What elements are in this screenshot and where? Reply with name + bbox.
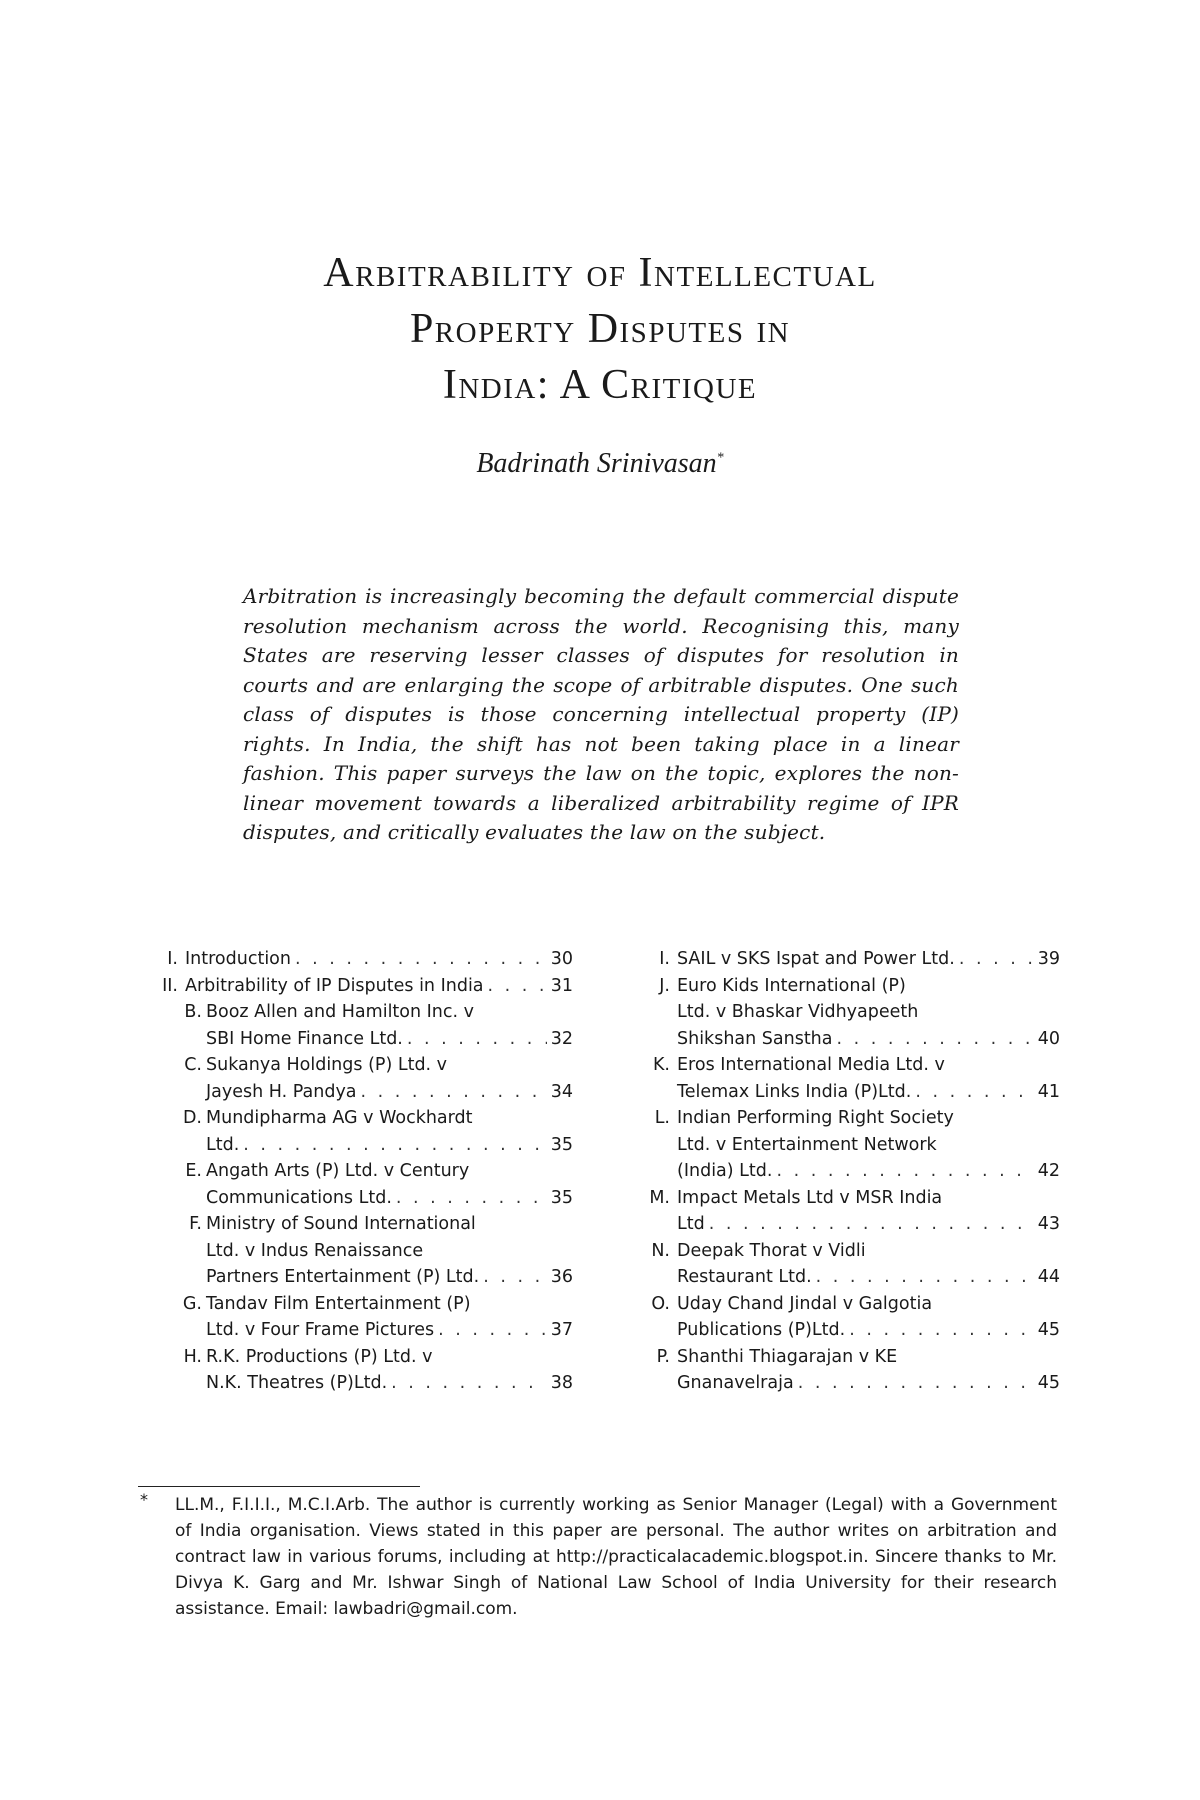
toc-entry-title: Communications Ltd. [206, 1187, 392, 1208]
author-footnote-marker: * [716, 450, 724, 466]
toc-entry [148, 999, 573, 1052]
toc-entry [640, 1052, 1060, 1105]
toc-entry-marker: L. [654, 1108, 670, 1128]
toc-leader-dots [391, 1370, 547, 1397]
toc-entry-title: Restaurant Ltd. [677, 1267, 812, 1287]
footnote-marker: * [140, 1490, 148, 1509]
toc-entry-title: Partners Entertainment (P) Ltd. [206, 1267, 480, 1287]
toc-entry-title: Arbitrability of IP Disputes in India [185, 975, 484, 996]
toc-entry-marker: II. [162, 975, 178, 996]
title-line-2: Property Disputes in [409, 306, 791, 352]
toc-entry-marker: B. [184, 1002, 202, 1022]
toc-page-number: 45 [1037, 1320, 1060, 1340]
toc-entry-title: Sukanya Holdings (P) Ltd. v [206, 1055, 448, 1075]
author-name: Badrinath Srinivasan [476, 448, 717, 479]
toc-leader-dots [776, 1158, 1033, 1185]
toc-entry-title: Indian Performing Right Society [677, 1108, 954, 1128]
toc-leader-dots [438, 1317, 547, 1344]
toc-entry [640, 1185, 1060, 1238]
toc-entry-title: R.K. Productions (P) Ltd. v [206, 1346, 433, 1367]
toc-leader-dots [295, 946, 547, 973]
table-of-contents-left [148, 946, 573, 1397]
toc-entry-title: Shikshan Sanstha [677, 1028, 833, 1049]
toc-entry-marker: J. [659, 975, 670, 996]
toc-leader-dots [407, 1026, 547, 1053]
toc-entry-title: Uday Chand Jindal v Galgotia [677, 1293, 933, 1314]
toc-entry-title: Mundipharma AG v Wockhardt [206, 1108, 473, 1128]
toc-entry-marker: K. [652, 1055, 670, 1075]
toc-leader-dots [816, 1264, 1034, 1291]
toc-entry-marker: F. [189, 1214, 202, 1234]
toc-entry-title: Jayesh H. Pandya [206, 1081, 357, 1102]
toc-entry-marker: G. [182, 1293, 202, 1314]
toc-entry-title: SBI Home Finance Ltd. [206, 1028, 403, 1049]
toc-entry-title: Ltd. v Bhaskar Vidhyapeeth [677, 1002, 919, 1022]
toc-entry-title: Publications (P)Ltd. [677, 1320, 846, 1340]
toc-leader-dots [798, 1370, 1034, 1397]
toc-page-number: 35 [550, 1187, 573, 1208]
toc-entry-title: Ltd. v Indus Renaissance [206, 1240, 424, 1261]
toc-entry-marker: N. [651, 1240, 670, 1261]
toc-page-number: 35 [550, 1134, 573, 1155]
toc-leader-dots [709, 1211, 1034, 1238]
table-of-contents-right [640, 946, 1060, 1397]
toc-entry [148, 973, 573, 1000]
toc-entry-title: Deepak Thorat v Vidli [677, 1240, 866, 1261]
toc-page-number: 42 [1037, 1161, 1060, 1181]
toc-leader-dots [243, 1132, 546, 1159]
toc-page-number: 38 [550, 1373, 573, 1393]
toc-entry-marker: O. [651, 1293, 670, 1314]
toc-entry-marker: H. [183, 1346, 202, 1367]
toc-entry-title: Ltd [677, 1214, 705, 1234]
title-line-3: India: A Critique [442, 362, 758, 408]
toc-entry-title: N.K. Theatres (P)Ltd. [206, 1373, 388, 1393]
toc-entry-title: Ltd. v Entertainment Network [677, 1134, 937, 1155]
toc-leader-dots [915, 1079, 1033, 1106]
toc-entry-title: Introduction [185, 949, 291, 969]
toc-entry-marker: P. [656, 1346, 670, 1367]
toc-entry [148, 1211, 573, 1291]
toc-entry-title: Impact Metals Ltd v MSR India [677, 1187, 943, 1208]
toc-entry [640, 973, 1060, 1053]
toc-page-number: 39 [1037, 949, 1060, 969]
toc-page-number: 32 [550, 1028, 573, 1049]
toc-entry-title: Eros International Media Ltd. v [677, 1055, 945, 1075]
toc-page-number: 40 [1037, 1028, 1060, 1049]
footnote-rule [138, 1486, 420, 1487]
toc-leader-dots [837, 1026, 1034, 1053]
toc-entry-title: Tandav Film Entertainment (P) [206, 1293, 471, 1314]
toc-page-number: 36 [550, 1267, 573, 1287]
toc-entry [148, 1052, 573, 1105]
toc-entry-marker: I. [659, 949, 670, 969]
abstract: Arbitration is increasingly becoming the default commercial dispute resolution mechanism across the world. Recognising this, many States are reserving lesser classes of disputes for resolution in courts and are enlarging the scope of arbitrable disputes. One such class of disputes is those concerning intellectual property (IP) rights. In India, the shift has not been taking place in a linear fashion. This paper surveys the law on the topic, explores the non-linear movement towards a liberalized arbitrability regime of IPR disputes, and critically evaluates the law on the subject. [243, 584, 959, 844]
toc-entry-title: Ministry of Sound International [206, 1214, 476, 1234]
toc-entry [640, 1291, 1060, 1344]
toc-entry-title: SAIL v SKS Ispat and Power Ltd. [677, 949, 955, 969]
toc-entry [640, 1238, 1060, 1291]
toc-entry-marker: I. [167, 949, 178, 969]
toc-entry-title: Ltd. [206, 1134, 240, 1155]
toc-leader-dots [396, 1185, 547, 1212]
toc-entry [640, 1344, 1060, 1397]
article-title [0, 245, 1200, 413]
toc-entry-title: Booz Allen and Hamilton Inc. v [206, 1002, 475, 1022]
toc-page-number: 44 [1037, 1267, 1060, 1287]
toc-entry [148, 1344, 573, 1397]
author-footnote: LL.M., F.I.I.I., M.C.I.Arb. The author is currently working as Senior Manager (Legal) with a Government of India organisation. Views stated in this paper are personal. The author writes on arbitration and contract law in various forums, including at http://practicalacademic.blogspot.in. Sincere thanks to Mr. Divya K. Garg and Mr. Ishwar Singh of National Law School of India University for their research assistance. Email: lawbadri@gmail.com. [175, 1495, 1057, 1619]
toc-entry-marker: D. [182, 1108, 202, 1128]
toc-entry-title: Telemax Links India (P)Ltd. [677, 1081, 912, 1102]
toc-entry [640, 1105, 1060, 1185]
toc-entry [148, 946, 573, 973]
toc-entry-title: Ltd. v Four Frame Pictures [206, 1320, 435, 1340]
toc-leader-dots [488, 973, 547, 1000]
toc-leader-dots [483, 1264, 547, 1291]
toc-entry-title: (India) Ltd. [677, 1161, 773, 1181]
toc-page-number: 37 [550, 1320, 573, 1340]
toc-entry-marker: C. [184, 1055, 202, 1075]
toc-leader-dots [849, 1317, 1034, 1344]
title-line-1: Arbitrability of Intellectual [323, 250, 877, 296]
toc-page-number: 43 [1037, 1214, 1060, 1234]
toc-entry-marker: M. [649, 1187, 670, 1208]
toc-entry [148, 1291, 573, 1344]
toc-page-number: 41 [1037, 1081, 1060, 1102]
toc-entry-marker: E. [185, 1161, 202, 1181]
toc-entry-title: Euro Kids International (P) [677, 975, 906, 996]
toc-page-number: 34 [550, 1081, 573, 1102]
toc-entry-title: Angath Arts (P) Ltd. v Century [206, 1161, 470, 1181]
toc-entry-title: Gnanavelraja [677, 1373, 794, 1393]
toc-entry-title: Shanthi Thiagarajan v KE [677, 1346, 898, 1367]
toc-entry [640, 946, 1060, 973]
author-byline [0, 448, 1200, 480]
toc-entry [148, 1158, 573, 1211]
toc-leader-dots [361, 1079, 547, 1106]
toc-page-number: 30 [550, 949, 573, 969]
toc-leader-dots [959, 946, 1034, 973]
toc-entry [148, 1105, 573, 1158]
toc-page-number: 45 [1037, 1373, 1060, 1393]
toc-page-number: 31 [550, 975, 573, 996]
